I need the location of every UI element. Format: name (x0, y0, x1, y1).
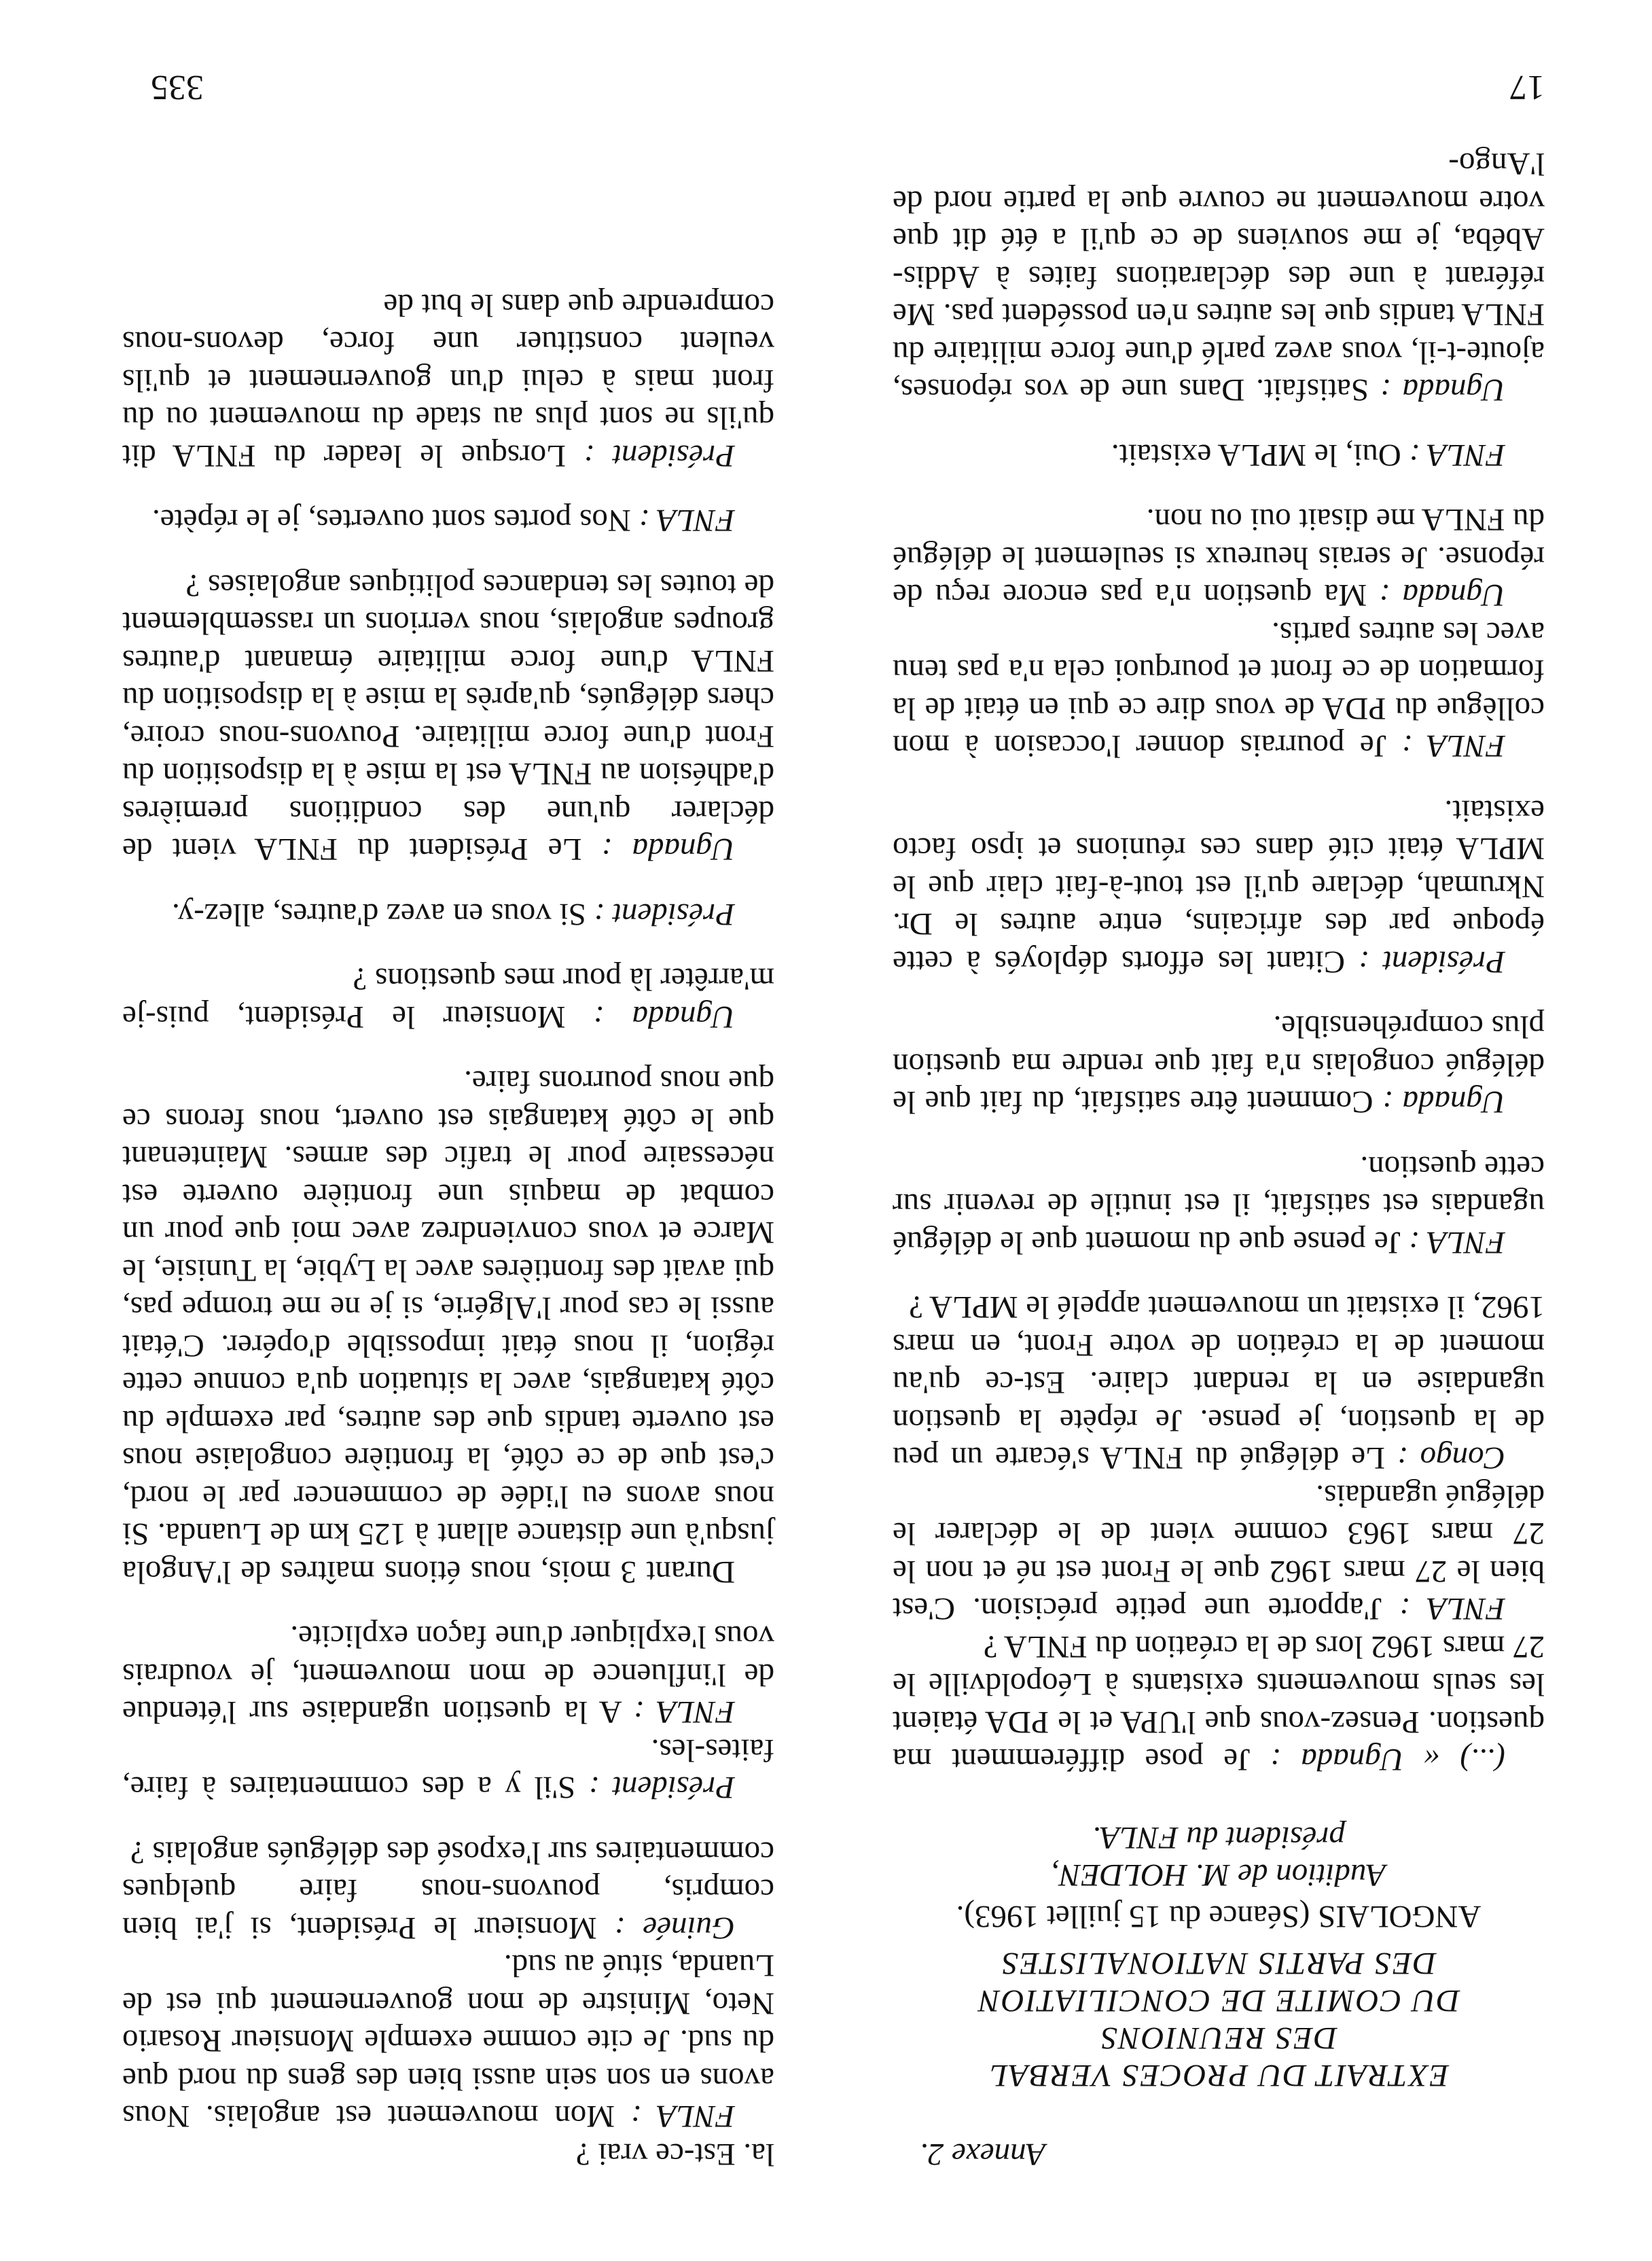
speaker: Président : (594, 897, 735, 932)
speaker: Ugnada : (1382, 1084, 1505, 1120)
paragraph-text: Je pense que du moment que le délégué ugandais est satisfait, il est inutile de revenir sur cette question. (893, 1150, 1545, 1260)
session-subheading: ANGOLAIS (Séance du 15 juillet 1963). (956, 1899, 1482, 1935)
paragraph-text: A la question ugandaise sur l'étendue de l'influence de mon mouvement, je voudrais vous l'expliquer d'une façon explicite. (122, 1619, 774, 1730)
paragraph-text: Ma question n'a pas encore reçu de réponse. Je serais heureux si seulement le délégué du FNLA me disait oui ou non. (892, 502, 1545, 613)
speaker: (...) « Ugnada : (1270, 1742, 1505, 1778)
page-number-right: 335 (151, 68, 204, 107)
paragraph (893, 1288, 1545, 1477)
heading-line: DU COMITE DE CONCILIATION (977, 1983, 1460, 2019)
speaker: FNLA : (639, 503, 735, 539)
paragraph (122, 567, 774, 868)
paragraph-text: Je pose différemment ma question. Pensez-vous que l'UPA et le PDA étaient les seuls mouvements existants à Léopoldville le 27 mars 1962 lors de la création du FNLA ? (893, 1629, 1545, 1778)
speaker: Congo : (1397, 1440, 1505, 1476)
speaker: Président : (583, 438, 735, 474)
document-heading (893, 1945, 1545, 2095)
paragraph (122, 1946, 774, 2135)
paragraph-text: Nos portes sont ouvertes, je le répète. (151, 503, 639, 539)
paragraph (122, 286, 774, 475)
paragraph (893, 501, 1545, 614)
paragraph-text: Le Président du FNLA vient de déclarer qu'une des conditions premières d'adhésion au FNLA est la mise à la disposition du Front d'une force militaire. Pouvons-nous croire, chers délégués, qu'après la mise à la disposition du FNLA d'une force militaire émanant d'autres groupes angolais, nous verrions un rassemblement de toutes les tendances politiques angolaises ? (122, 568, 774, 868)
annex-label: Annexe 2. (920, 2137, 1046, 2172)
paragraph-text: Le délégué du FNLA s'écarte un peu de la question, je pense. Je répète la question ugandaise en la rendant claire. Est-ce qu'au moment de la création de votre Front, en mars 1962, il existait un mouvement appelé le MPLA ? (893, 1289, 1545, 1476)
paragraph (122, 960, 774, 1035)
paragraph-text: Oui, le MPLA existait. (1111, 438, 1409, 473)
paragraph-text: Je pourrais donner l'occasion à mon collègue du PDA de vous dire ce qui en était de la formation de ce front et pourquoi cela n'a pas tenu avec les autres partis. (893, 616, 1545, 764)
paragraph (893, 1148, 1545, 1262)
heading-line: DES PARTIS NATIONALISTES (1001, 1946, 1437, 1982)
paragraph-text: Durant 3 mois, nous étions maîtres de l'Angola jusqu'à une distance allant à 125 km de Luanda. Si nous avons eu l'idée de commencer par le nord, c'est que de ce côté, la frontière congolaise nous est ouverte tandis que des autres, par exemple du côté katangais, avec la situation qu'a connue cette région, il nous était impossible d'opérer. C'était aussi le cas pour l'Algérie, si je ne me trompe pas, qui avait des frontières avec la Lybie, la Tunisie, le Marce et vous conviendrez avec moi que pour un combat de maquis une frontière ouverte est nécessaire pour le trafic des armes. Maintenant que le côté katangais est ouvert, nous ferons ce que nous pourrons faire. (122, 1064, 774, 1590)
left-column (893, 145, 1545, 2173)
speaker: Ugnada : (593, 999, 735, 1035)
paragraph (122, 1834, 774, 1947)
paragraph (893, 1628, 1545, 1779)
speaker: FNLA : (633, 1694, 735, 1730)
paragraph (893, 436, 1545, 474)
speaker: FNLA : (1401, 728, 1505, 764)
speaker: FNLA : (1399, 1591, 1505, 1627)
paragraph (122, 1063, 774, 1590)
audition-heading (893, 1819, 1545, 1894)
paragraph (122, 1731, 774, 1806)
speaker: Président : (588, 1770, 735, 1806)
audition-line: président du FNLA. (1092, 1820, 1346, 1856)
continuation-text: la. Est-ce vrai ? (575, 2137, 774, 2172)
paragraph (893, 614, 1545, 765)
heading-line: DES REUNIONS (1100, 2020, 1337, 2057)
paragraph-text: Mon mouvement est angolais. Nous avons en son sein aussi bien des gens du nord que du sud. Je cite comme exemple Monsieur Rosario Neto, Ministre de mon gouvernement qui est de Luanda, situé au sud. (122, 1948, 774, 2135)
paragraph-text: Citant les efforts déployés à cette époque par des africains, entre autres le Dr. Nkrumah, déclare qu'il est tout-à-fait clair que le MPLA était cité dans ces réunions et ipso facto existait. (892, 794, 1545, 980)
speaker: FNLA : (1409, 438, 1505, 473)
paragraph (122, 501, 774, 539)
right-column (122, 286, 774, 2173)
audition-line: Audition de M. HOLDEN, (1051, 1857, 1386, 1893)
paragraph-text: Satisfait. Dans une de vos réponses, ajoute-t-il, vous avez parlé d'une force militaire du FNLA tandis que les autres n'en possédent pas. Me référant à une des déclarations faites à Addis-Abéba, je me souviens de ce qu'il a été dit que votre mouvement ne couvre que la partie nord de l'Ango- (893, 146, 1545, 408)
speaker: FNLA : (630, 2099, 735, 2135)
paragraph-text: Lorsque le leader du FNLA dit qu'ils ne sont plus au stade du mouvement ou du front mais à celui d'un gouvernement et qu'ils veulent constituer une force, devons-nous comprendre que dans le but de (122, 287, 774, 474)
speaker: Président : (1359, 944, 1505, 980)
speaker: Ugnada : (1380, 372, 1505, 408)
speaker: FNLA : (1409, 1225, 1505, 1260)
paragraph (893, 145, 1545, 409)
paragraph-text: Monsieur le Président, puis-je m'arrêter là pour mes questions ? (122, 961, 774, 1035)
paragraph (893, 1477, 1545, 1628)
paragraph (893, 792, 1545, 981)
paragraph-text: J'apporte une petite précision. C'est bien le 27 mars 1962 que le Front est né et non le 27 mars 1963 comme vient de le déclarer le délégué ugandais. (893, 1478, 1545, 1627)
heading-line: EXTRAIT DU PROCES VERBAL (988, 2058, 1449, 2094)
paragraph-text: S'il y a des commentaires à faire, faites-les. (122, 1732, 774, 1806)
page-number-left: 17 (1509, 68, 1545, 107)
paragraph-text: Comment être satisfait, du fait que le délégué congolais n'a fait que rendre ma question plus compréhensible. (893, 1009, 1545, 1120)
speaker: Guinée : (614, 1910, 735, 1946)
paragraph (893, 1008, 1545, 1121)
speaker: Ugnada : (1379, 577, 1505, 613)
paragraph (122, 895, 774, 933)
speaker: Ugnada : (601, 832, 735, 868)
paragraph-text: Si vous en avez d'autres, allez-y. (172, 897, 594, 932)
paragraph (122, 1618, 774, 1731)
paragraph-text: Monsieur le Président, si j'ai bien compris, pouvons-nous faire quelques commentaires sur l'exposé des délégués angolais ? (122, 1835, 774, 1946)
